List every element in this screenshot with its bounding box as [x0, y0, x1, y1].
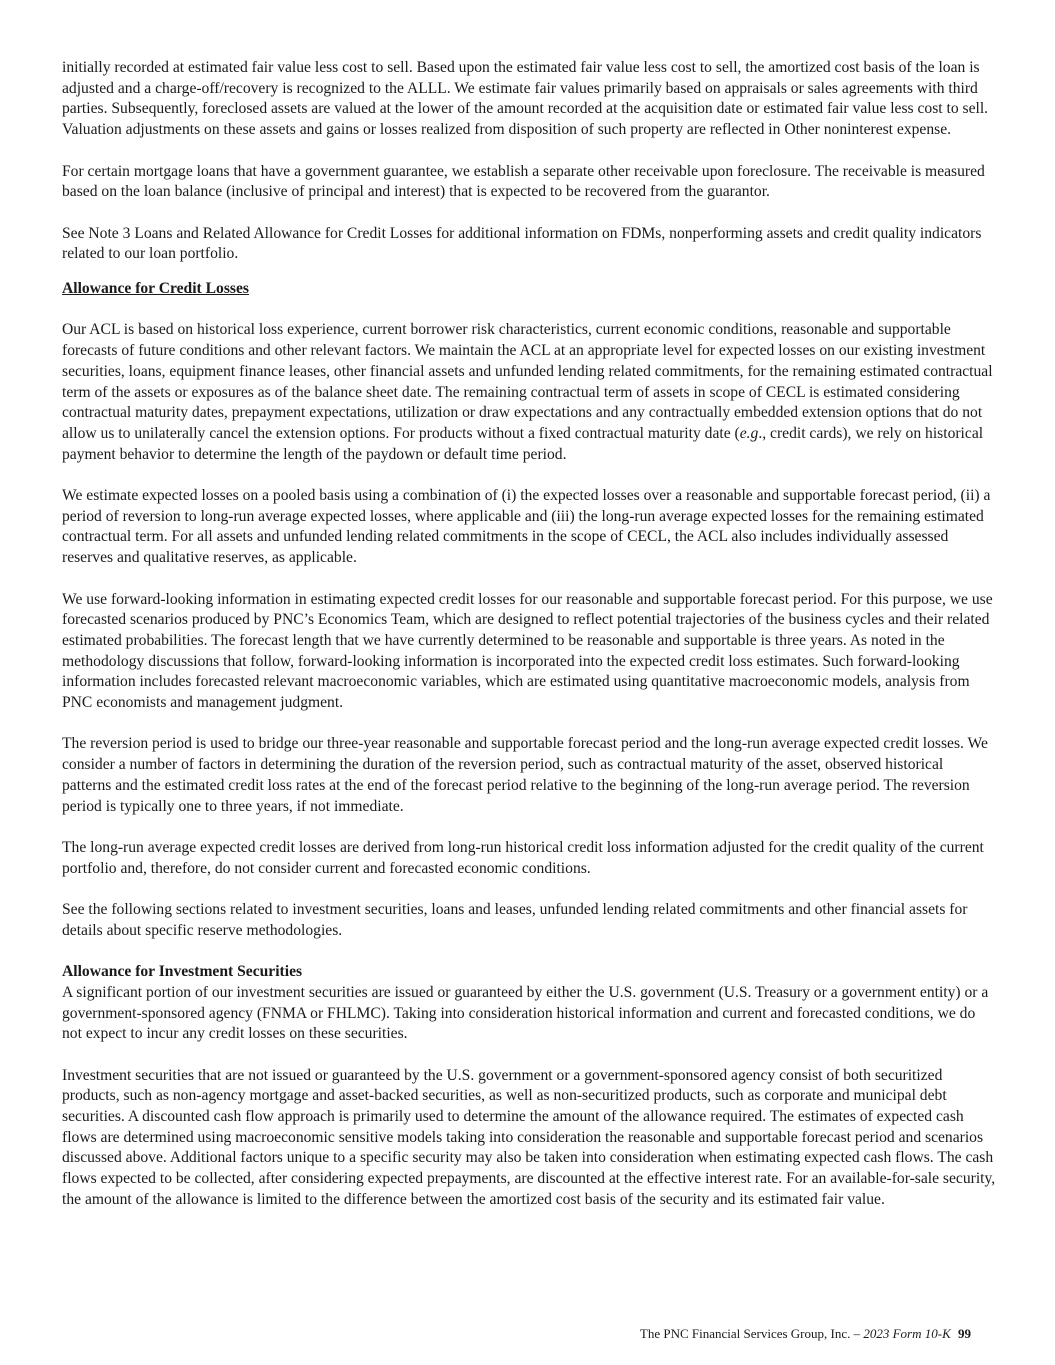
paragraph-foreclosed-assets: initially recorded at estimated fair value less cost to sell. Based upon the estimated fair value less cost to sell, the amortized cost basis of the loan is adjusted and a charge-off/recovery is recognized to the ALLL. We estimate fair values primarily based on appraisals or sales agreements with third parties. Subsequently, foreclosed assets are valued at the lower of the amount recorded at the acquisition date or estimated fair value less cost to sell. Valuation adjustments on these assets and gains or losses realized from disposition of such property are reflected in Other noninterest expense.: [62, 59, 989, 139]
paragraph-acl-overview: [62, 320, 996, 465]
acl-overview-eg: e.g: [739, 424, 759, 442]
paragraph-reversion-period: The reversion period is used to bridge our three-year reasonable and supportable forecast period and the long-run average expected credit losses. We consider a number of factors in determining the duration of the reversion period, such as contractual maturity of the asset, observed historical patterns and the estimated credit loss rates at the end of the forecast period relative to the beginning of the long-run average period. The reversion period is typically one to three years, if not immediate.: [62, 735, 988, 815]
paragraph-pooled-basis: We estimate expected losses on a pooled basis using a combination of (i) the expected losses over a reasonable and supportable forecast period, (ii) a period of reversion to long-run average expected losses, where applicable and (iii) the long-run average expected losses for the remaining estimated contractual term. For all assets and unfunded lending related commitments in the scope of CECL, the ACL also includes individually assessed reserves and qualitative reserves, as applicable.: [62, 487, 991, 567]
acl-overview-text-a: Our ACL is based on historical loss experience, current borrower risk characteristics, current economic conditions, reasonable and supportable forecasts of future conditions and other relevant factors. We maintain the ACL at an appropriate level for expected losses on our existing investment securities, loans, equipment finance leases, other financial assets and unfunded lending related commitments, for the remaining estimated contractual term of the assets or exposures as of the balance sheet date. The remaining contractual term of assets in scope of CECL is estimated considering contractual maturity dates, prepayment expectations, utilization or draw expectations and any contractually embedded extension options that do not allow us to unilaterally cancel the extension options. For products without a fixed contractual maturity date (: [62, 321, 993, 442]
footer-page-number: 99: [958, 1326, 971, 1341]
paragraph-forward-looking: We use forward-looking information in estimating expected credit losses for our reasonable and supportable forecast period. For this purpose, we use forecasted scenarios produced by PNC’s Economics Team, which are designed to reflect potential trajectories of the business cycles and their related estimated probabilities. The forecast length that we have currently determined to be reasonable and supportable is three years. As noted in the methodology discussions that follow, forward-looking information is incorporated into the expected credit loss estimates. Such forward-looking information includes forecasted relevant macroeconomic variables, which are estimated using quantitative macroeconomic models, analysis from PNC economists and management judgment.: [62, 590, 993, 712]
page-footer: [640, 1326, 971, 1342]
paragraph-see-note-3: See Note 3 Loans and Related Allowance for Credit Losses for additional information on FDMs, nonperforming assets and credit quality indicators related to our loan portfolio.: [62, 224, 982, 263]
acl-overview-text-b: ., credit cards), we rely on historical payment behavior to determine the length of the paydown or default time period.: [62, 424, 984, 463]
paragraph-long-run-average: The long-run average expected credit losses are derived from long-run historical credit loss information adjusted for the credit quality of the current portfolio and, therefore, do not consider current and forecasted economic conditions.: [62, 838, 984, 877]
footer-company: The PNC Financial Services Group, Inc. –: [639, 1326, 861, 1341]
footer-form: 2023 Form 10-K: [863, 1326, 951, 1341]
heading-allowance-investment-securities: Allowance for Investment Securities: [62, 963, 303, 981]
paragraph-see-following-sections: See the following sections related to investment securities, loans and leases, unfunded lending related commitments and other financial assets for details about specific reserve methodologies.: [62, 901, 968, 939]
heading-allowance-credit-losses: Allowance for Credit Losses: [62, 280, 249, 297]
paragraph-investment-guaranteed: A significant portion of our investment securities are issued or guaranteed by either the U.S. government (U.S. Treasury or a government entity) or a government-sponsored agency (FNMA or FHLMC). Taking into consideration historical information and current and forecasted conditions, we do not expect to incur any credit losses on these securities.: [62, 983, 989, 1043]
paragraph-investment-non-guaranteed: Investment securities that are not issued or guaranteed by the U.S. government or a government-sponsored agency consist of both securitized products, such as non-agency mortgage and asset-backed securities, as well as non-securitized products, such as corporate and municipal debt securities. A discounted cash flow approach is primarily used to determine the amount of the allowance required. The estimates of expected cash flows are determined using macroeconomic sensitive models taking into consideration the reasonable and supportable forecast period and scenarios discussed above. Additional factors unique to a specific security may also be taken into consideration when estimating expected cash flows. The cash flows expected to be collected, after considering expected prepayments, are discounted at the effective interest rate. For an available-for-sale security, the amount of the allowance is limited to the difference between the amortized cost basis of the security and its estimated fair value.: [62, 1066, 996, 1208]
document-body: [62, 58, 996, 1231]
paragraph-government-guarantee: For certain mortgage loans that have a government guarantee, we establish a separate other receivable upon foreclosure. The receivable is measured based on the loan balance (inclusive of principal and interest) that is expected to be recovered from the guarantor.: [62, 162, 985, 201]
